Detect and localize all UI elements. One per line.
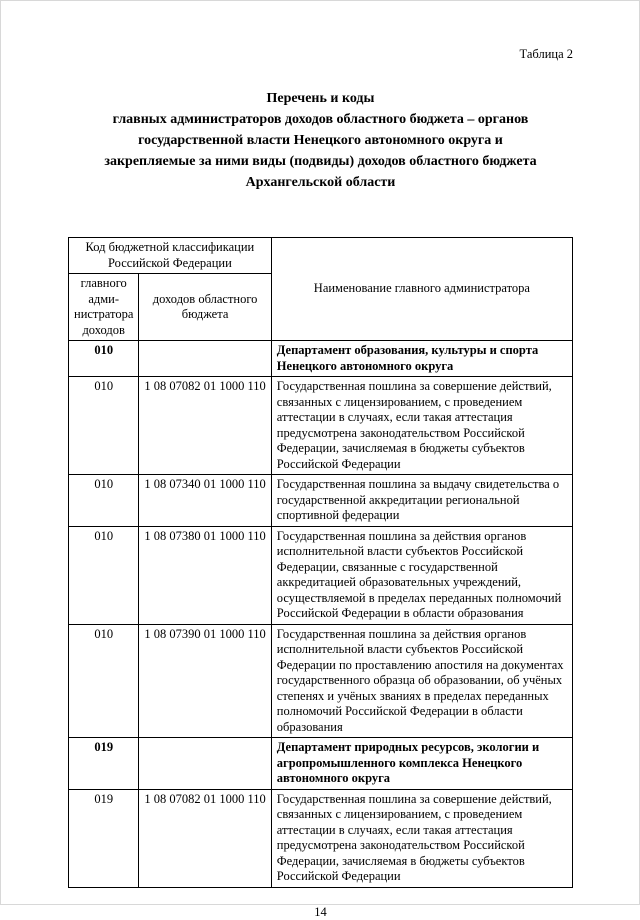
budget-code-cell: 1 08 07082 01 1000 110: [139, 377, 271, 475]
table-row: [69, 789, 573, 887]
header-admin-line: доходов: [82, 322, 125, 337]
admin-code-cell: 010: [69, 526, 139, 624]
budget-code-cell: [139, 738, 271, 790]
document-page: [1, 1, 639, 920]
admin-code-cell: 010: [69, 624, 139, 738]
name-cell: Государственная пошлина за совершение действий, связанных с лицензированием, с проведением аттестации в случаях, если такая аттестация предусмотрена законодательством Российской Федерации, зачисляемая в бюджеты субъектов Российской Федерации: [271, 377, 572, 475]
header-admin-line: нистратора: [74, 307, 134, 321]
header-admin-line: главного: [80, 276, 127, 290]
admin-code-cell: 010: [69, 377, 139, 475]
name-cell: Государственная пошлина за совершение действий, связанных с лицензированием, с проведением аттестации в случаях, если такая аттестация предусмотрена законодательством Российской Федерации, зачисляемая в бюджеты субъектов Российской Федерации: [271, 789, 572, 887]
name-cell: Государственная пошлина за выдачу свидетельства о государственной аккредитации региональной спортивной федерации: [271, 475, 572, 527]
title-line: Перечень и коды: [266, 91, 375, 106]
budget-code-cell: [139, 341, 271, 377]
document-title: [68, 88, 573, 193]
name-cell: Государственная пошлина за действия органов исполнительной власти субъектов Российской Федерации по проставлению апостиля на документах государственного образца об образовании, об учёных степенях и учёных званиях в пределах переданных полномочий Российской Федерации в области образования: [271, 624, 572, 738]
table-row: [69, 738, 573, 790]
name-cell: Государственная пошлина за действия органов исполнительной власти субъектов Российской Федерации, связанные с государственной аккредитацией образовательных учреждений, осуществляемой в пределах переданных полномочий Российской Федерации в области образования: [271, 526, 572, 624]
admin-code-cell: 010: [69, 341, 139, 377]
header-row-group: [69, 238, 573, 274]
budget-code-cell: 1 08 07082 01 1000 110: [139, 789, 271, 887]
admin-code-cell: 019: [69, 738, 139, 790]
header-budget-code: доходов областного бюджета: [139, 274, 271, 341]
header-administrator-name: Наименование главного администратора: [271, 238, 572, 341]
name-cell: Департамент образования, культуры и спорта Ненецкого автономного округа: [271, 341, 572, 377]
title-line: закрепляемые за ними виды (подвиды) доходов областного бюджета: [104, 154, 537, 169]
budget-table: [68, 237, 573, 888]
admin-code-cell: 019: [69, 789, 139, 887]
title-line: главных администраторов доходов областного бюджета – органов: [112, 112, 529, 127]
title-line: Архангельской области: [245, 175, 396, 190]
budget-code-cell: 1 08 07340 01 1000 110: [139, 475, 271, 527]
budget-code-cell: 1 08 07390 01 1000 110: [139, 624, 271, 738]
table-row: [69, 624, 573, 738]
page-number: 14: [314, 904, 327, 919]
table-row: [69, 475, 573, 527]
table-label: Таблица 2: [519, 47, 573, 61]
admin-code-cell: 010: [69, 475, 139, 527]
header-classification: Код бюджетной классификации Российской Федерации: [69, 238, 272, 274]
table-row: [69, 526, 573, 624]
budget-code-cell: 1 08 07380 01 1000 110: [139, 526, 271, 624]
table-row: [69, 377, 573, 475]
header-admin-line: адми-: [88, 291, 120, 306]
table-row: [69, 341, 573, 377]
name-cell: Департамент природных ресурсов, экологии и агропромышленного комплекса Ненецкого автономного округа: [271, 738, 572, 790]
header-admin-code: [69, 274, 139, 341]
title-line: государственной власти Ненецкого автономного округа и: [138, 133, 503, 148]
